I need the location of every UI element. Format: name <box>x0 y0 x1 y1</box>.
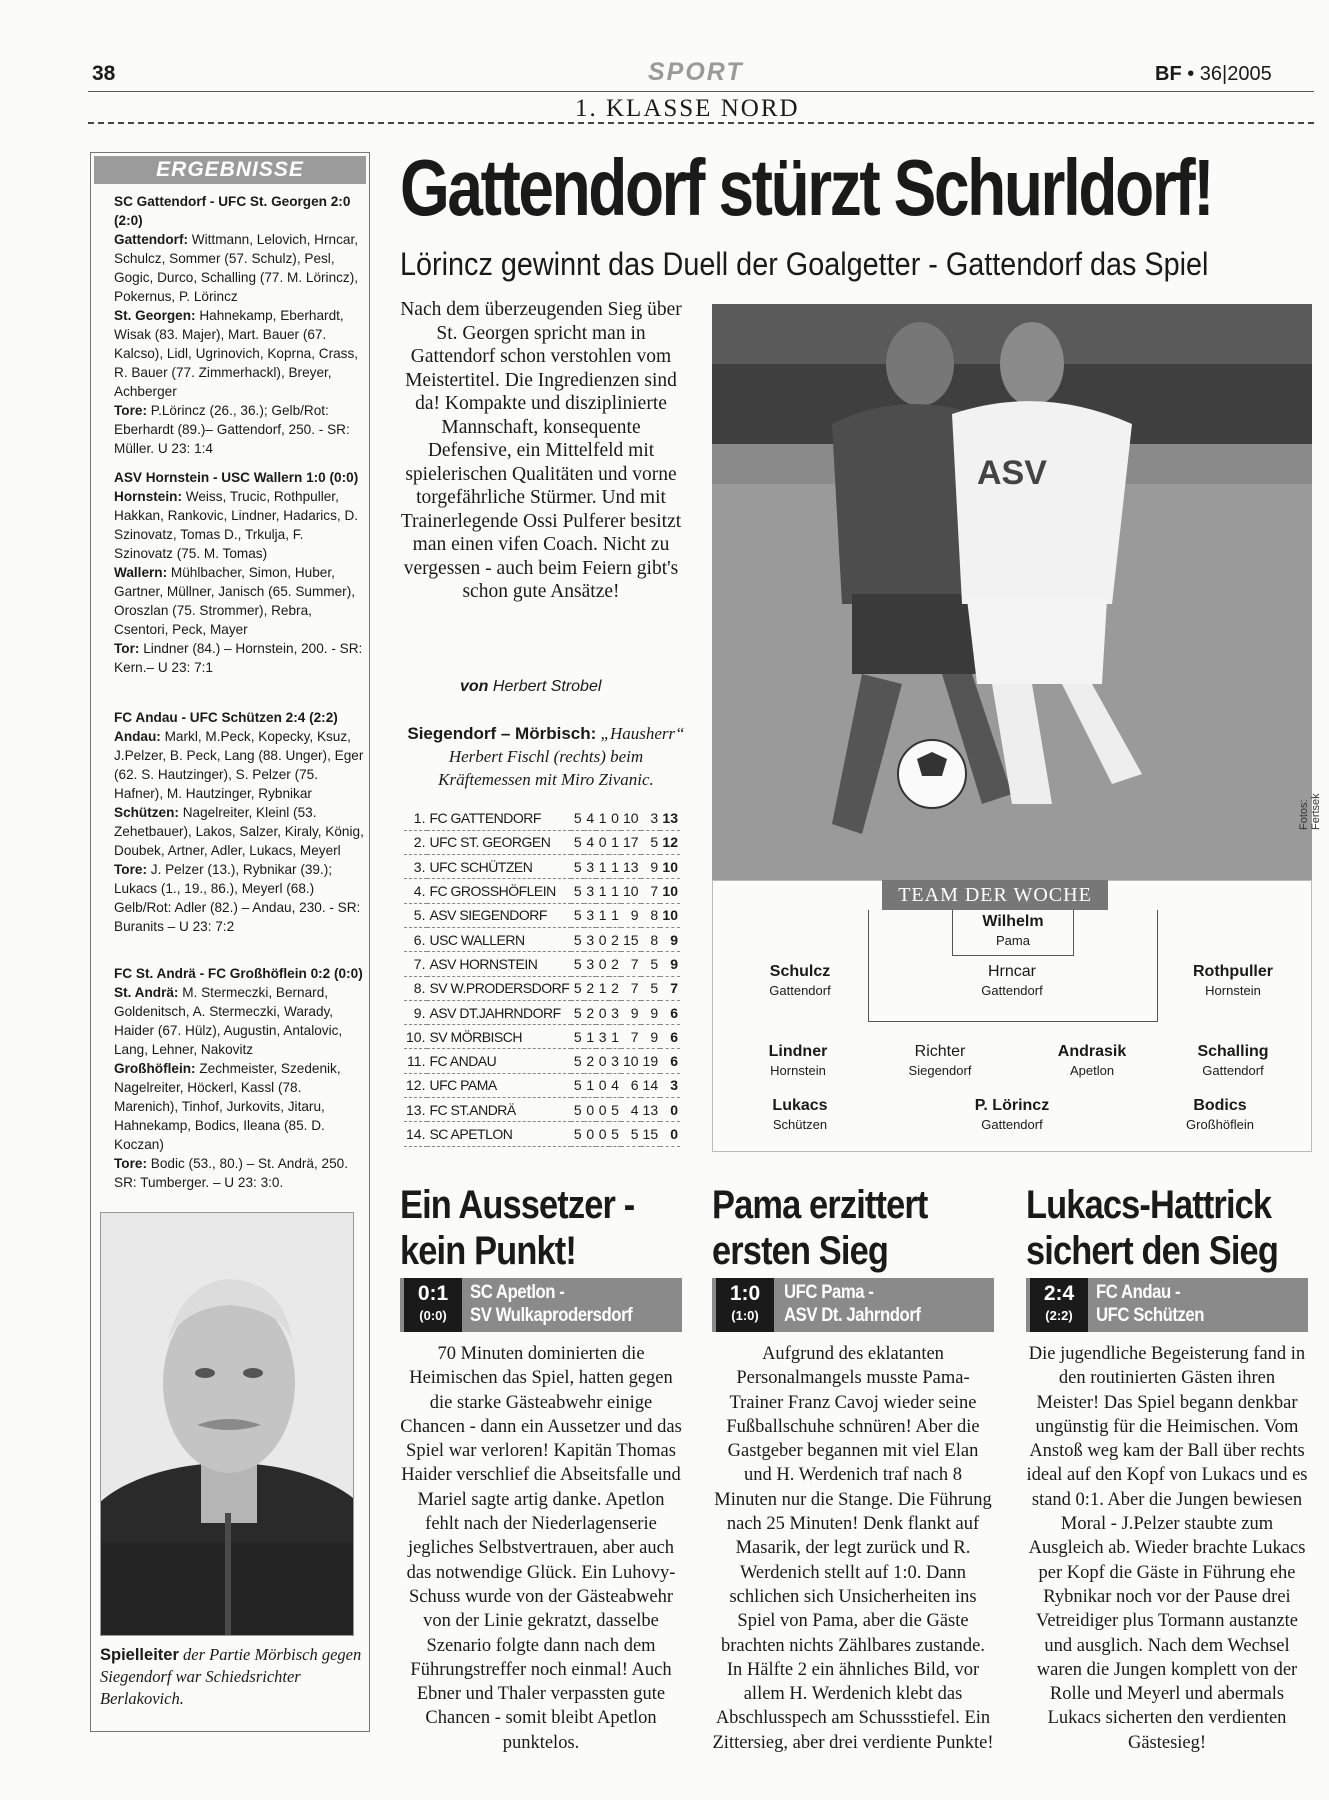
table-cell-gf: 5 <box>621 1122 641 1146</box>
table-cell-pos: 13. <box>404 1098 427 1122</box>
table-cell-pts: 0 <box>660 1098 680 1122</box>
table-cell-ga: 14 <box>641 1073 661 1097</box>
table-cell-team: SC APETLON <box>427 1122 571 1146</box>
goals-line: Tore: Bodic (53., 80.) – St. Andrä, 250. SR: Tumberger. – U 23: 3:0. <box>114 1156 348 1190</box>
table-row <box>404 879 680 903</box>
score-teams: SC Apetlon - SV Wulkaprodersdorf <box>470 1282 633 1326</box>
table-cell-w: 4 <box>584 806 596 830</box>
lineup-line: Andau: Markl, M.Peck, Kopecky, Ksuz, J.Pelzer, B. Peck, Lang (88. Unger), Eger (62. S. Hautzinger), S. Pelzer (75. Hafner), M. Hautzinger, Rybnikar <box>114 729 364 801</box>
table-cell-team: USC WALLERN <box>427 927 571 951</box>
table-cell-gf: 13 <box>621 855 641 879</box>
table-cell-g: 5 <box>571 976 583 1000</box>
table-row <box>404 1000 680 1024</box>
section-label: SPORT <box>648 58 744 86</box>
table-cell-pts: 6 <box>660 1049 680 1073</box>
report-text: Die jugendliche Begeisterung fand in den routinierten Gästen ihren Meister! Das Spiel begann denkbar ungünstig für die Heimischen. Vom Anstoß weg kam der Ball über rechts ideal auf den Kopf von Lukacs und es stand 0:1. Aber die Jungen bewiesen Moral - J.Pelzer staubte zum Ausgleich ab. Wieder brachte Lukacs per Kopf die Gäste in Führung ehe Rybnikar noch vor der Pause drei Vetreidiger plus Tormann austanzte und ausglich. Nach dem Wechsel waren die Jungen komplett von der Rolle und Meyerl und abermals Lukacs sicherten den verdienten Gästesieg! <box>1026 1344 1308 1753</box>
table-cell-l: 1 <box>609 855 621 879</box>
report-headline: Ein Aussetzer - kein Punkt! <box>400 1183 635 1273</box>
table-cell-ga: 8 <box>641 903 661 927</box>
table-cell-w: 2 <box>584 1000 596 1024</box>
table-cell-ga: 5 <box>641 976 661 1000</box>
issue-number: 36|2005 <box>1199 63 1272 85</box>
table-cell-pts: 12 <box>660 830 680 854</box>
player-defender-left: Schulcz Gattendorf <box>769 963 831 998</box>
publication-name: BF <box>1155 63 1182 85</box>
table-cell-d: 1 <box>596 806 608 830</box>
byline: von Herbert Strobel <box>460 678 602 695</box>
table-cell-gf: 10 <box>621 806 641 830</box>
table-cell-pts: 9 <box>660 927 680 951</box>
table-cell-team: FC ST.ANDRÄ <box>427 1098 571 1122</box>
photo-caption: Siegendorf – Mörbisch: „Hausherr“ Herbert Fischl (rechts) beim Kräftemessen mit Miro Zivanic. <box>407 724 685 789</box>
table-cell-gf: 6 <box>621 1073 641 1097</box>
table-cell-w: 4 <box>584 830 596 854</box>
table-cell-g: 5 <box>571 1000 583 1024</box>
table-cell-l: 2 <box>609 976 621 1000</box>
lineup-line: St. Andrä: M. Stermeczki, Bernard, Goldenitsch, A. Stermeczki, Warady, Haider (67. Hülz), Augustin, Antalovic, Lang, Lehner, Nakovitz <box>114 985 343 1057</box>
table-cell-ga: 7 <box>641 879 661 903</box>
table-cell-ga: 5 <box>641 952 661 976</box>
table-cell-ga: 15 <box>641 1122 661 1146</box>
table-cell-gf: 7 <box>621 1025 641 1049</box>
player-forward-2: P. Lörincz Gattendorf <box>974 1097 1050 1132</box>
table-cell-w: 3 <box>584 879 596 903</box>
score-box: 1:0 (1:0) <box>716 1278 774 1332</box>
lineup-line: Wallern: Mühlbacher, Simon, Huber, Gartner, Müllner, Janisch (65. Summer), Oroszlan (75. Strommer), Rebra, Csentori, Peck, Mayer <box>114 565 355 637</box>
table-cell-w: 0 <box>584 1098 596 1122</box>
score-box: 2:4 (2:2) <box>1030 1278 1088 1332</box>
table-cell-g: 5 <box>571 855 583 879</box>
match-title: FC Andau - UFC Schützen 2:4 (2:2) <box>114 710 338 725</box>
table-cell-team: FC GATTENDORF <box>427 806 571 830</box>
table-cell-g: 5 <box>571 903 583 927</box>
table-cell-g: 5 <box>571 830 583 854</box>
player-defender-center: Hrncar Gattendorf <box>981 963 1043 998</box>
table-cell-pos: 7. <box>404 952 427 976</box>
table-cell-g: 5 <box>571 927 583 951</box>
table-cell-ga: 3 <box>641 806 661 830</box>
table-cell-d: 0 <box>596 1073 608 1097</box>
article-intro: Nach dem überzeugenden Sieg über St. Georgen spricht man in Gattendorf schon verstohlen vom Meistertitel. Die Ingredienzen sind da! Kompakte und disziplinierte Mannschaft, konsequente Defensive, ein Mittelfeld mit spielerischen Qualitäten und vorne torgefährliche Stürmer. Und mit Trainerlegende Ossi Pulferer besitzt man einen vifen Coach. Nicht zu vergessen - auch beim Feiern gibt's schon gute Ansätze! <box>400 299 682 602</box>
table-cell-ga: 5 <box>641 830 661 854</box>
table-row <box>404 927 680 951</box>
table-cell-g: 5 <box>571 806 583 830</box>
goals-line: Tore: J. Pelzer (13.), Rybnikar (39.); Lukacs (1., 19., 86.), Meyerl (68.) Gelb/Rot: Adler (82.) – Andau, 230. - SR: Buranits – U 23: 7:2 <box>114 862 361 934</box>
player-forward-1: Lukacs Schützen <box>772 1097 828 1132</box>
table-cell-d: 1 <box>596 879 608 903</box>
table-cell-g: 5 <box>571 1122 583 1146</box>
table-cell-team: SV W.PRODERSDORF <box>427 976 571 1000</box>
table-cell-l: 3 <box>609 1049 621 1073</box>
table-cell-l: 1 <box>609 879 621 903</box>
report-text: 70 Minuten dominierten die Heimischen das Spiel, hatten gegen die starke Gästeabwehr einige Chancen - dann ein Aussetzer und das Spiel war verloren! Kapitän Thomas Haider verschlief die Abseitsfalle und Mariel sagte artig danke. Apetlon fehlt nach der Niederlagenserie jegliches Selbstvertrauen, aber auch das notwendige Glück. Ein Luhovy-Schuss wurde von der Gästeabwehr von der Linie gekratzt, dasselbe Szenario folgte dann nach dem Führungstreffer noch einmal! Auch Ebner und Thaler verpassten gute Chancen - somit bleibt Apetlon punktelos. <box>400 1344 682 1753</box>
player-midfielder-1: Lindner Hornstein <box>768 1043 828 1078</box>
player-goalkeeper: Wilhelm Pama <box>982 913 1044 948</box>
results-title: ERGEBNISSE <box>156 158 304 181</box>
table-cell-ga: 13 <box>641 1098 661 1122</box>
table-row <box>404 1073 680 1097</box>
svg-text:ASV: ASV <box>977 454 1047 492</box>
table-cell-w: 1 <box>584 1025 596 1049</box>
table-cell-l: 1 <box>609 1025 621 1049</box>
referee-caption: Spielleiter der Partie Mörbisch gegen Siegendorf war Schiedsrichter Berlakovich. <box>100 1645 362 1708</box>
table-cell-team: UFC PAMA <box>427 1073 571 1097</box>
league-title: 1. KLASSE NORD <box>575 95 800 122</box>
table-cell-d: 3 <box>596 1025 608 1049</box>
table-cell-l: 2 <box>609 927 621 951</box>
table-cell-w: 3 <box>584 927 596 951</box>
table-cell-ga: 8 <box>641 927 661 951</box>
table-cell-gf: 9 <box>621 1000 641 1024</box>
header-rule <box>88 91 1314 92</box>
table-cell-gf: 7 <box>621 976 641 1000</box>
table-cell-gf: 9 <box>621 903 641 927</box>
player-midfielder-2: Richter Siegendorf <box>908 1043 972 1078</box>
report-headline: Lukacs-Hattrick sichert den Sieg <box>1026 1183 1278 1273</box>
table-cell-w: 2 <box>584 1049 596 1073</box>
score-teams: UFC Pama - ASV Dt. Jahrndorf <box>784 1282 921 1326</box>
table-cell-gf: 15 <box>621 927 641 951</box>
table-cell-team: FC ANDAU <box>427 1049 571 1073</box>
table-cell-team: UFC SCHÜTZEN <box>427 855 571 879</box>
lineup-line: Großhöflein: Zechmeister, Szedenik, Nagelreiter, Höckerl, Kassl (78. Marenich), Tinhof, Jurkovits, Jitaru, Hahnekamp, Bodics, Ileana (85. D. Koczan) <box>114 1061 341 1152</box>
table-cell-l: 3 <box>609 1000 621 1024</box>
table-cell-pos: 9. <box>404 1000 427 1024</box>
table-cell-ga: 9 <box>641 1000 661 1024</box>
lineup-line: Gattendorf: Wittmann, Lelovich, Hrncar, Schulcz, Sommer (57. Schulz), Pesl, Gogic, Durco, Schalling (77. M. Lörincz), Pokernus, P. Lörincz <box>114 232 359 304</box>
report-headline: Pama erzittert ersten Sieg <box>712 1183 928 1273</box>
table-cell-pts: 7 <box>660 976 680 1000</box>
table-cell-pts: 3 <box>660 1073 680 1097</box>
report-text: Aufgrund des eklatanten Personalmangels musste Pama-Trainer Franz Cavoj wieder seine Fußballschuhe schnüren! Aber die Gastgeber begannen mit viel Elan und H. Werdenich traf nach 8 Minuten nur die Stange. Die Führung nach 25 Minuten! Denk flankt auf Masarik, der legt zurück und R. Werdenich stellt auf 1:0. Dann schlichen sich Unsicherheiten ins Spiel von Pama, aber die Gäste brachten nichts Zählbares zustande. In Hälfte 2 ein ähnliches Bild, vor allem H. Werdenich klebt das Abschlusspech am Schussstiefel. Ein Zittersieg, aber drei verdiente Punkte! <box>712 1344 994 1753</box>
table-cell-d: 0 <box>596 1122 608 1146</box>
table-cell-gf: 7 <box>621 952 641 976</box>
table-cell-pos: 1. <box>404 806 427 830</box>
table-cell-team: ASV SIEGENDORF <box>427 903 571 927</box>
match-result <box>114 708 364 936</box>
table-row <box>404 1098 680 1122</box>
table-row <box>404 1122 680 1146</box>
team-of-week-title: TEAM DER WOCHE <box>882 880 1108 910</box>
table-cell-pts: 10 <box>660 855 680 879</box>
table-row <box>404 1025 680 1049</box>
article-headline: Gattendorf stürzt Schurldorf! <box>400 143 1213 232</box>
table-cell-d: 0 <box>596 952 608 976</box>
table-row <box>404 952 680 976</box>
table-cell-l: 2 <box>609 952 621 976</box>
table-cell-d: 1 <box>596 976 608 1000</box>
table-row <box>404 855 680 879</box>
table-cell-pts: 10 <box>660 879 680 903</box>
table-cell-w: 3 <box>584 903 596 927</box>
table-cell-pos: 6. <box>404 927 427 951</box>
table-cell-ga: 9 <box>641 855 661 879</box>
table-cell-w: 0 <box>584 1122 596 1146</box>
issue-label: BF • 36|2005 <box>1155 63 1272 85</box>
table-cell-d: 0 <box>596 1049 608 1073</box>
table-cell-w: 3 <box>584 952 596 976</box>
article-subheadline: Lörincz gewinnt das Duell der Goalgetter - Gattendorf das Spiel <box>400 246 1209 282</box>
goals-line: Tore: P.Lörincz (26., 36.); Gelb/Rot: Eberhardt (89.)– Gattendorf, 250. - SR: Müller. U 23: 1:4 <box>114 403 350 456</box>
table-cell-w: 3 <box>584 855 596 879</box>
match-photo <box>712 304 1312 880</box>
table-cell-team: FC GROSSHÖFLEIN <box>427 879 571 903</box>
league-table <box>404 806 680 1147</box>
goals-line: Tor: Lindner (84.) – Hornstein, 200. - SR: Kern.– U 23: 7:1 <box>114 641 363 675</box>
table-cell-gf: 10 <box>621 879 641 903</box>
table-cell-d: 0 <box>596 927 608 951</box>
table-cell-pts: 13 <box>660 806 680 830</box>
referee-photo <box>100 1212 354 1636</box>
photo-credit: Fotos: Fertsek <box>1298 793 1322 830</box>
table-cell-g: 5 <box>571 1025 583 1049</box>
table-cell-l: 4 <box>609 1073 621 1097</box>
table-cell-pts: 6 <box>660 1025 680 1049</box>
player-forward-3: Bodics Großhöflein <box>1186 1097 1254 1132</box>
table-cell-d: 0 <box>596 830 608 854</box>
lineup-line: St. Georgen: Hahnekamp, Eberhardt, Wisak (83. Majer), Mart. Bauer (67. Kalcso), Lidl, Ugrinovich, Koprna, Crass, R. Bauer (77. Zimmerhackl), Breyer, Achberger <box>114 308 359 399</box>
table-cell-ga: 9 <box>641 1025 661 1049</box>
table-cell-pts: 9 <box>660 952 680 976</box>
table-row <box>404 806 680 830</box>
table-cell-d: 0 <box>596 1098 608 1122</box>
table-cell-w: 2 <box>584 976 596 1000</box>
table-cell-pos: 4. <box>404 879 427 903</box>
table-cell-d: 1 <box>596 903 608 927</box>
table-cell-g: 5 <box>571 1098 583 1122</box>
table-cell-pos: 14. <box>404 1122 427 1146</box>
player-defender-right: Rothpuller Hornstein <box>1193 963 1273 998</box>
table-cell-team: SV MÖRBISCH <box>427 1025 571 1049</box>
table-cell-team: ASV HORNSTEIN <box>427 952 571 976</box>
table-cell-l: 1 <box>609 830 621 854</box>
table-cell-ga: 19 <box>641 1049 661 1073</box>
match-title: ASV Hornstein - USC Wallern 1:0 (0:0) <box>114 470 359 485</box>
football-action-illustration <box>712 304 1312 880</box>
table-row <box>404 976 680 1000</box>
table-cell-g: 5 <box>571 952 583 976</box>
score-teams: FC Andau - UFC Schützen <box>1096 1282 1205 1326</box>
lineup-line: Hornstein: Weiss, Trucic, Rothpuller, Hakkan, Rankovic, Lindner, Hadarics, D. Szinovatz, Tomas D., Trkulja, F. Szinovatz (75. M. Tomas) <box>114 489 359 561</box>
table-cell-pos: 3. <box>404 855 427 879</box>
player-midfielder-3: Andrasik Apetlon <box>1057 1043 1127 1078</box>
match-title: SC Gattendorf - UFC St. Georgen 2:0 (2:0) <box>114 194 351 228</box>
match-result <box>114 468 364 677</box>
table-cell-d: 0 <box>596 1000 608 1024</box>
table-cell-l: 5 <box>609 1122 621 1146</box>
table-row <box>404 830 680 854</box>
referee-portrait-illustration <box>101 1213 354 1636</box>
table-cell-g: 5 <box>571 879 583 903</box>
table-row <box>404 1049 680 1073</box>
match-result <box>114 964 364 1192</box>
table-cell-team: ASV DT.JAHRNDORF <box>427 1000 571 1024</box>
table-cell-pos: 8. <box>404 976 427 1000</box>
match-title: FC St. Andrä - FC Großhöflein 0:2 (0:0) <box>114 966 363 981</box>
score-box: 0:1 (0:0) <box>404 1278 462 1332</box>
dashed-divider <box>88 122 1314 124</box>
table-cell-g: 5 <box>571 1049 583 1073</box>
table-cell-gf: 4 <box>621 1098 641 1122</box>
table-cell-pos: 10. <box>404 1025 427 1049</box>
match-result <box>114 192 364 458</box>
player-midfielder-4: Schalling Gattendorf <box>1197 1043 1269 1078</box>
table-cell-l: 0 <box>609 806 621 830</box>
table-cell-pos: 12. <box>404 1073 427 1097</box>
table-cell-l: 5 <box>609 1098 621 1122</box>
table-cell-d: 1 <box>596 855 608 879</box>
table-cell-gf: 10 <box>621 1049 641 1073</box>
table-cell-w: 1 <box>584 1073 596 1097</box>
table-cell-team: UFC ST. GEORGEN <box>427 830 571 854</box>
table-cell-pts: 6 <box>660 1000 680 1024</box>
table-cell-pts: 10 <box>660 903 680 927</box>
table-cell-pos: 11. <box>404 1049 427 1073</box>
page-number: 38 <box>92 62 116 85</box>
table-cell-pos: 2. <box>404 830 427 854</box>
table-row <box>404 903 680 927</box>
table-cell-pos: 5. <box>404 903 427 927</box>
table-cell-pts: 0 <box>660 1122 680 1146</box>
table-cell-gf: 17 <box>621 830 641 854</box>
table-cell-l: 1 <box>609 903 621 927</box>
table-cell-g: 5 <box>571 1073 583 1097</box>
lineup-line: Schützen: Nagelreiter, Kleinl (53. Zehetbauer), Lakos, Salzer, Kiraly, König, Doubek, Artner, Adler, Lukacs, Meyerl <box>114 805 364 858</box>
